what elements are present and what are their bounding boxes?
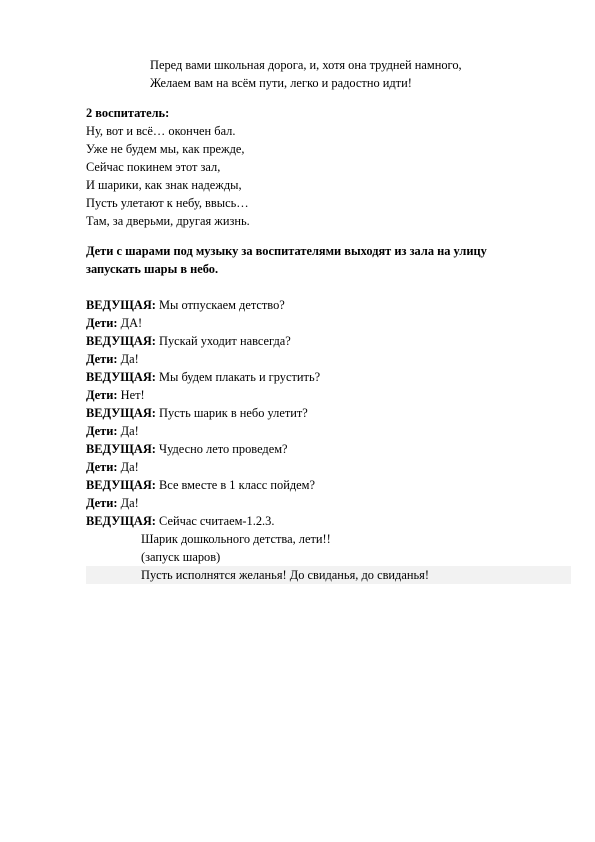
- dialog-text: Да!: [117, 496, 139, 510]
- dialog-line: [86, 494, 571, 512]
- speaker-label: Дети:: [86, 352, 118, 366]
- verse-line: Там, за дверьми, другая жизнь.: [86, 214, 250, 228]
- intro-block: [150, 56, 462, 92]
- dialog-line: [86, 422, 571, 440]
- speaker-label: ВЕДУЩАЯ:: [86, 298, 156, 312]
- speaker-label: Дети:: [86, 424, 118, 438]
- speaker-label: Дети:: [86, 388, 118, 402]
- dialog-line: [86, 458, 571, 476]
- verse-line: Уже не будем мы, как прежде,: [86, 142, 245, 156]
- speaker-label: ВЕДУЩАЯ:: [86, 334, 156, 348]
- verse-heading: 2 воспитатель:: [86, 106, 170, 120]
- closing-line: Шарик дошкольного детства, лети!!: [141, 532, 331, 546]
- dialog-line: [86, 314, 571, 332]
- verse-line: Сейчас покинем этот зал,: [86, 160, 221, 174]
- speaker-label: ВЕДУЩАЯ:: [86, 442, 156, 456]
- dialog-text: Все вместе в 1 класс пойдем?: [155, 478, 315, 492]
- dialog-text: Мы отпускаем детство?: [155, 298, 285, 312]
- dialog-text: Да!: [117, 424, 139, 438]
- dialog-line: [86, 296, 571, 314]
- dialog-text: Да!: [117, 460, 139, 474]
- dialog-text: ДА!: [117, 316, 143, 330]
- dialog-line: [86, 350, 571, 368]
- verse-line: Пусть улетают к небу, ввысь…: [86, 196, 249, 210]
- dialog-line: [86, 404, 571, 422]
- verse-line: Ну, вот и всё… окончен бал.: [86, 124, 236, 138]
- dialog-text: Сейчас считаем-1.2.3.: [155, 514, 275, 528]
- dialog-block: [86, 296, 571, 584]
- dialog-text: Пусть шарик в небо улетит?: [155, 406, 308, 420]
- dialog-line: [86, 332, 571, 350]
- speaker-label: ВЕДУЩАЯ:: [86, 514, 156, 528]
- speaker-label: ВЕДУЩАЯ:: [86, 370, 156, 384]
- dialog-line: [86, 386, 571, 404]
- dialog-text: Да!: [117, 352, 139, 366]
- stage-direction-line: запускать шары в небо.: [86, 262, 219, 276]
- intro-line: Желаем вам на всём пути, легко и радостно идти!: [150, 76, 412, 90]
- dialog-line: [86, 440, 571, 458]
- closing-line: Пусть исполнятся желанья! До свиданья, до свиданья!: [86, 566, 571, 584]
- dialog-line: [86, 476, 571, 494]
- closing-line: (запуск шаров): [141, 550, 221, 564]
- verse-line: И шарики, как знак надежды,: [86, 178, 242, 192]
- dialog-text: Нет!: [117, 388, 145, 402]
- speaker-label: Дети:: [86, 496, 118, 510]
- speaker-label: ВЕДУЩАЯ:: [86, 406, 156, 420]
- speaker-label: Дети:: [86, 316, 118, 330]
- verse-block: [86, 104, 250, 230]
- dialog-line: [86, 512, 571, 530]
- intro-line: Перед вами школьная дорога, и, хотя она трудней намного,: [150, 58, 462, 72]
- speaker-label: Дети:: [86, 460, 118, 474]
- dialog-line: [86, 368, 571, 386]
- dialog-text: Мы будем плакать и грустить?: [155, 370, 321, 384]
- dialog-text: Пускай уходит навсегда?: [155, 334, 291, 348]
- stage-direction: [86, 242, 487, 278]
- speaker-label: ВЕДУЩАЯ:: [86, 478, 156, 492]
- stage-direction-line: Дети с шарами под музыку за воспитателями выходят из зала на улицу: [86, 244, 487, 258]
- dialog-text: Чудесно лето проведем?: [155, 442, 288, 456]
